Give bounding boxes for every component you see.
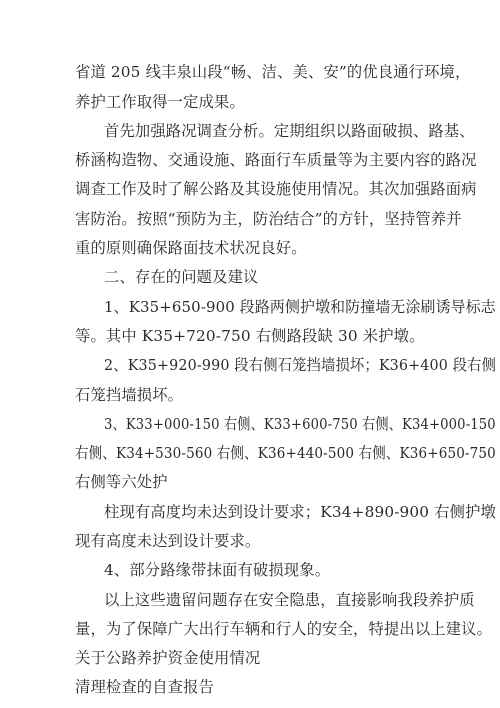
- text-line-16: 柱现有高度均未达到设计要求；K34+890-900 右侧护墩: [104, 503, 496, 521]
- text-line-10: 等。其中 K35+720-750 右侧路段缺 30 米护墩。: [75, 327, 425, 345]
- text-line-12: 石笼挡墙损坏。: [75, 386, 184, 404]
- text-line-14: 右侧、K34+530-560 右侧、K36+440-500 右侧、K36+650-750: [75, 444, 496, 462]
- text-line-6: 害防治。按照“预防为主，防治结合”的方针，坚持管养并: [75, 210, 462, 228]
- text-line-18: 4、部分路缘带抹面有破损现象。: [104, 561, 331, 579]
- text-line-4: 桥涵构造物、交通设施、路面行车质量等为主要内容的路况: [75, 151, 477, 169]
- report-title-line-2: 清理检查的自查报告: [75, 678, 215, 696]
- text-line-1: 省道 205 线丰泉山段“畅、洁、美、安”的优良通行环境，: [75, 63, 471, 81]
- section-heading: 二、存在的问题及建议: [104, 268, 259, 286]
- text-line-20: 量，为了保障广大出行车辆和行人的安全，特提出以上建议。: [75, 620, 493, 638]
- text-line-9: 1、K35+650-900 段路两侧护墩和防撞墙无涂刷诱导标志: [104, 298, 496, 316]
- text-line-11: 2、K35+920-990 段右侧石笼挡墙损坏；K36+400 段右侧: [104, 356, 497, 374]
- text-line-2: 养护工作取得一定成果。: [75, 93, 245, 111]
- text-line-17: 现有高度未达到设计要求。: [75, 532, 261, 550]
- text-line-3: 首先加强路况调查分析。定期组织以路面破损、路基、: [104, 122, 475, 140]
- text-line-15: 右侧等六处护: [75, 473, 168, 491]
- text-line-7: 重的原则确保路面技术状况良好。: [75, 239, 307, 257]
- text-line-19: 以上这些遗留问题存在安全隐患，直接影响我段养护质: [104, 591, 475, 609]
- text-line-5: 调查工作及时了解公路及其设施使用情况。其次加强路面病: [75, 180, 477, 198]
- text-line-13: 3、K33+000-150 右侧、K33+600-750 右侧、K34+000-150: [104, 415, 496, 433]
- report-title-line-1: 关于公路养护资金使用情况: [75, 649, 261, 667]
